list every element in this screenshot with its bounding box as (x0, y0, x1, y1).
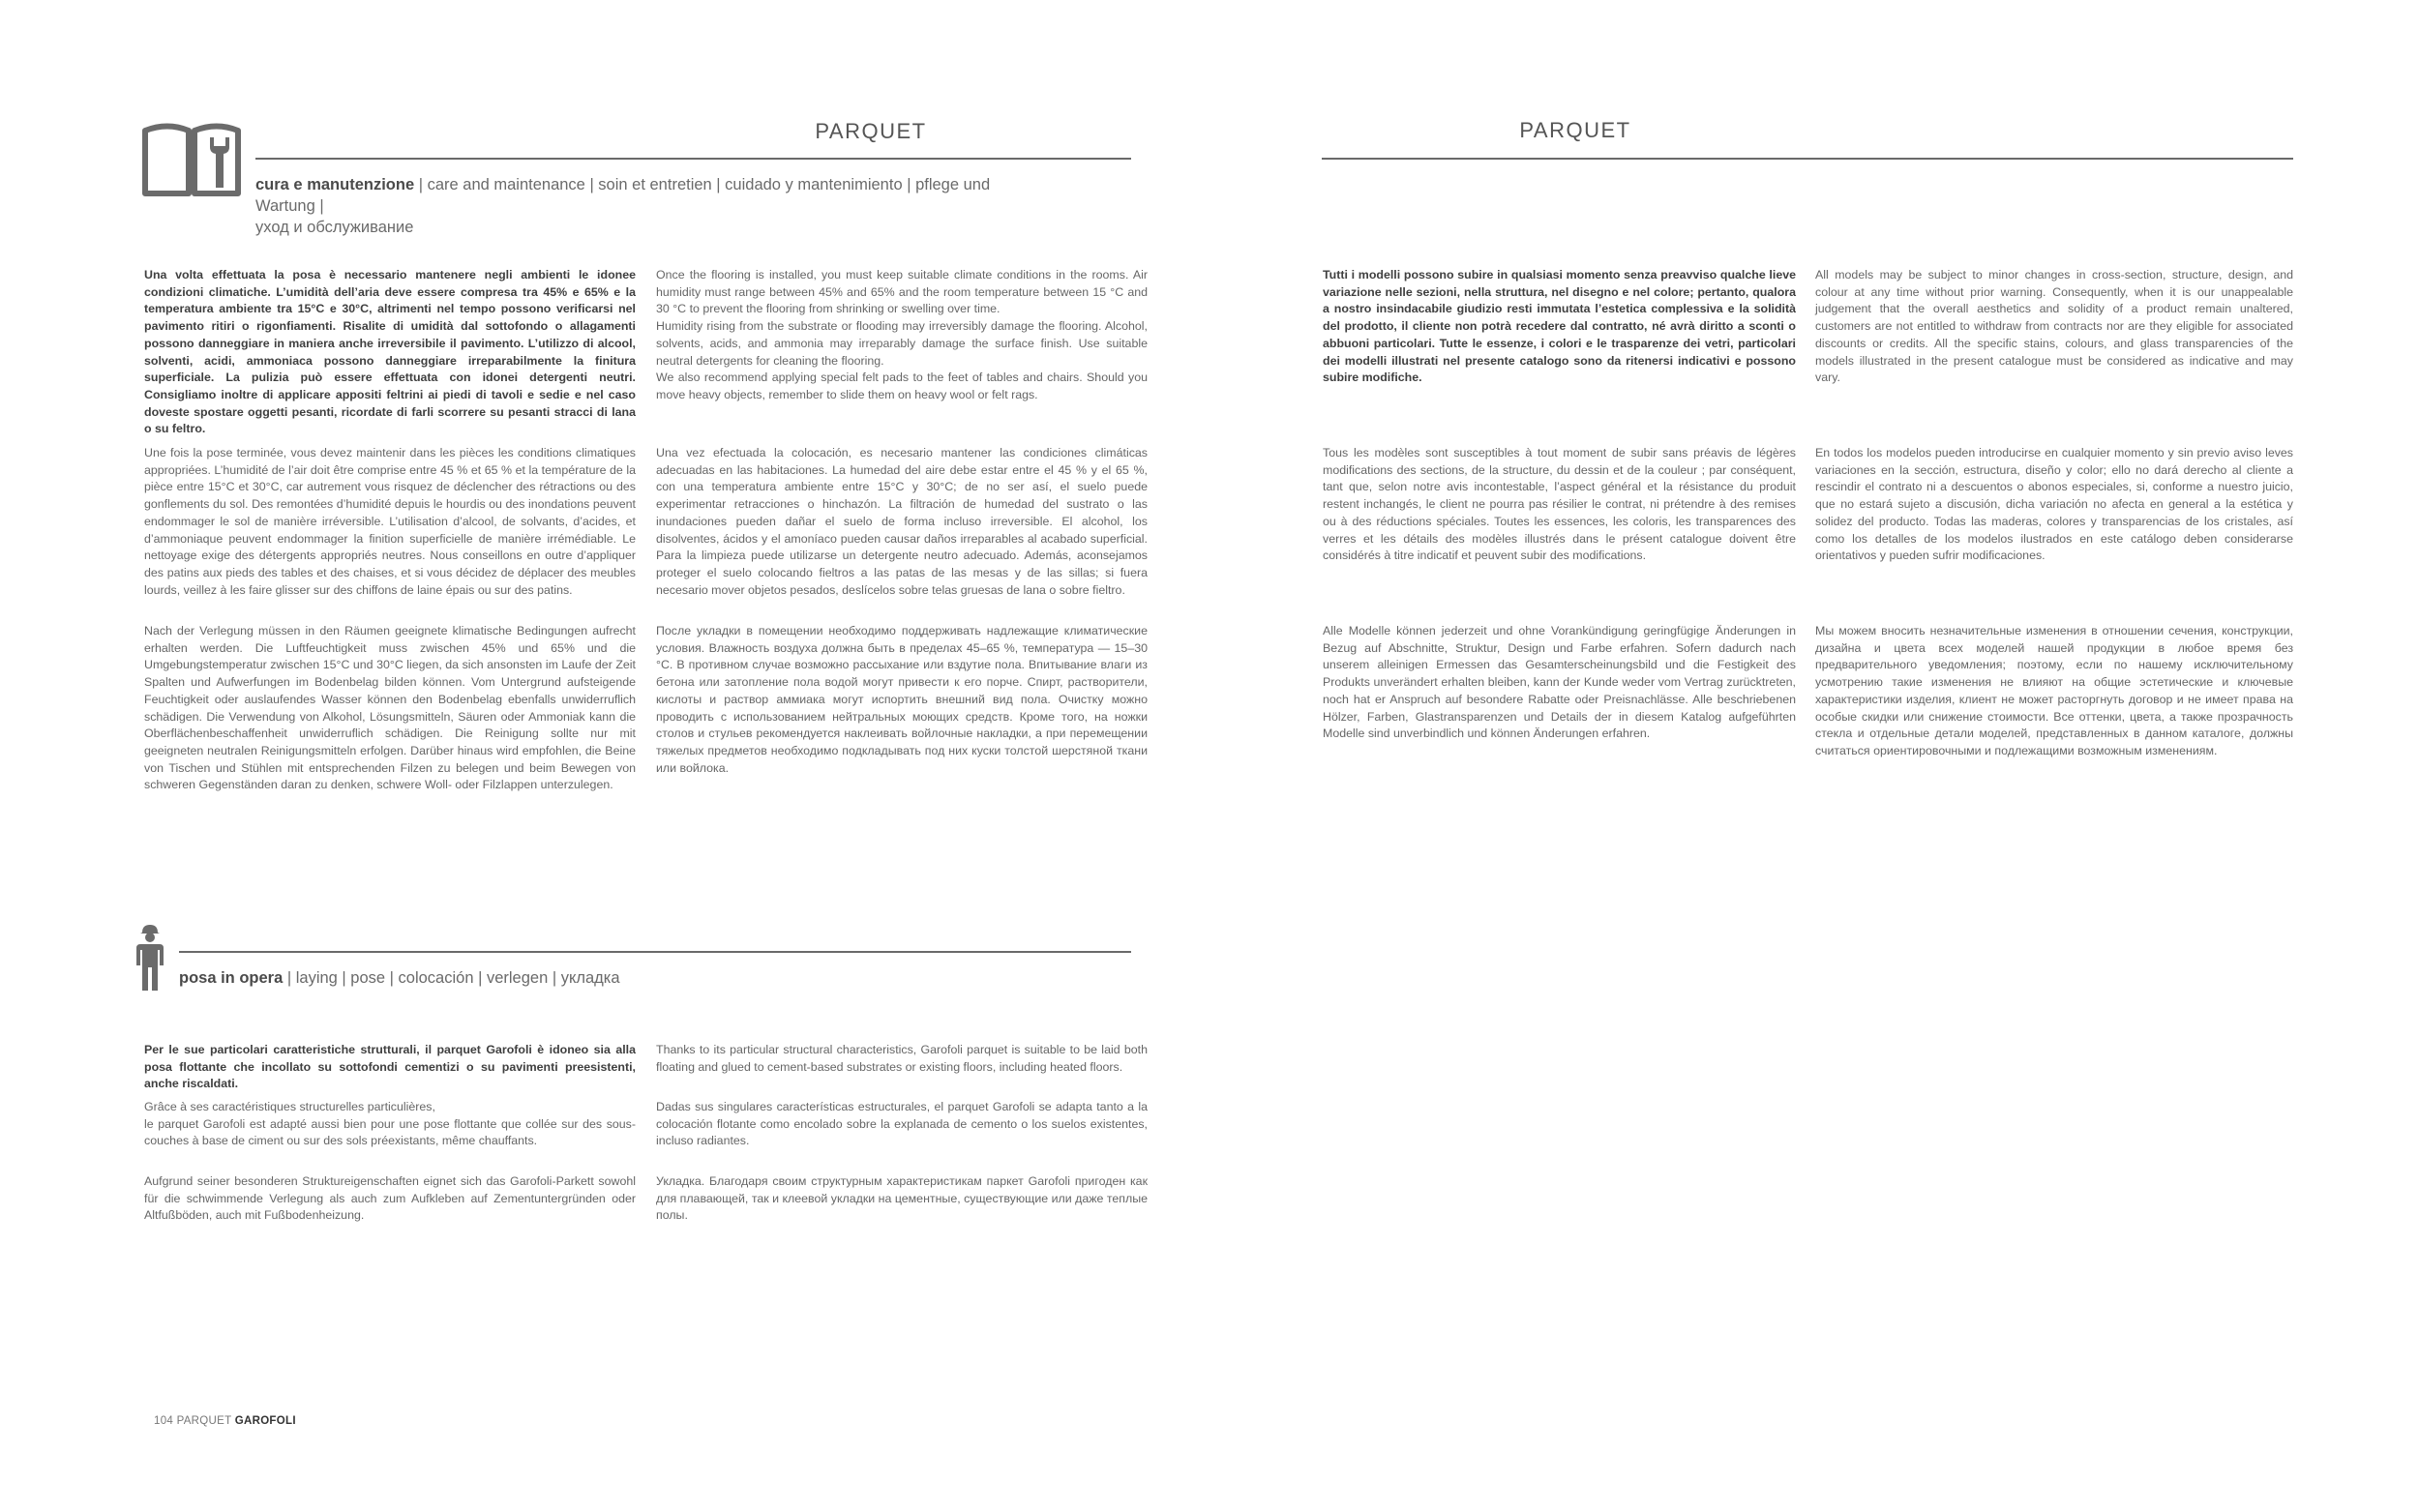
care-paragraph-es: Una vez efectuada la colocación, es necesario mantener las condiciones climáticas adecuadas en las habitaciones. La humedad del aire debe estar entre el 45 % y el 65 %, con una temperatura ambiente entre 15°C y 30°C; de no ser así, el suelo puede experimentar retracciones o hinchazón. La filtración de humedad del sustrato o las inundaciones pueden dañar el suelo de forma incluso irreversible. El alcohol, los disolventes, ácidos y el amoníaco pueden causar daños irreparables al acabado superficial. Para la limpieza puede utilizarse un detergente neutro adecuado. Además, aconsejamos proteger el suelo colocando fieltros a las patas de las mesas y de las sillas; si fuera necesario mover objetos pesados, deslícelos sobre telas gruesas de lana o sobre fieltro. (656, 446, 1148, 597)
laying-paragraph-fr: Grâce à ses caractéristiques structurelles particulières, le parquet Garofoli est adapté aussi bien pour une pose flottante que collée sur des sous-couches à base de ciment ou sur des sols préexistants, même chauffants. (144, 1100, 636, 1148)
care-heading-languages: | care and maintenance | soin et entretien | cuidado y mantenimiento | pflege und Wartung | (255, 176, 991, 215)
laying-heading-bold: posa in opera (179, 969, 284, 987)
right-page-title: PARQUET (1519, 118, 1631, 142)
care-paragraph-de: Nach der Verlegung müssen in den Räumen geeignete klimatische Bedingungen aufrecht erhalten werden. Die Luftfeuchtigkeit muss zwischen 45% und 65% und die Umgebungstemperatur zwischen 15°C und 30°C liegen, da sich ansonsten im Laufe der Zeit Spalten und Aufwerfungen im Bodenbelag bilden können. Vom Untergrund aufsteigende Feuchtigkeit oder auslaufendes Wasser können den Bodenbelag ebenfalls unwiderruflich schädigen. Die Verwendung von Alkohol, Lösungsmitteln, Säuren oder Ammoniak kann die Oberflächenbeschaffenheit unwiderruflich schädigen. Die Reinigung sollte nur mit geeigneten neutralen Reinigungsmitteln erfolgen. Darüber hinaus wird empfohlen, die Beine von Tischen und Stühlen mit entsprechenden Filzen zu belegen und beim Bewegen von schweren Gegenständen daran zu denken, schwere Woll- oder Filzlappen unterzulegen. (144, 624, 636, 792)
care-heading-bold: cura e manutenzione (255, 176, 415, 193)
disclaimer-paragraph-it: Tutti i modelli possono subire in qualsiasi momento senza preavviso qualche lieve variazione nelle sezioni, nella struttura, nel disegno e nel colore; pertanto, qualora a nostro insindacabile giudizio resti immutata l’estetica complessiva e la solidità del prodotto, il cliente non potrà recedere dal contratto, né avrà diritto a sconti o abbuoni particolari. Tutte le essenze, i colori e le trasparenze dei vetri, particolari dei modelli illustrati nel presente catalogo sono da ritenersi indicativi e possono subire modifiche. (1323, 268, 1796, 385)
worker-icon (134, 923, 165, 993)
care-heading (255, 174, 1030, 238)
right-title-rule (1322, 158, 2293, 160)
laying-rule (179, 951, 1131, 953)
care-paragraph-en: Once the flooring is installed, you must keep suitable climate conditions in the rooms. Air humidity must range between 45% and 65% and the room temperature between 15 °C and 30 °C to prevent the flooring from shrinking or swelling over time. Humidity rising from the substrate or flooding may irreversibly damage the flooring. Alcohol, solvents, acids, and ammonia may irreparably damage the surface finish. Use suitable neutral detergents for cleaning the flooring. We also recommend applying special felt pads to the feet of tables and chairs. Should you move heavy objects, remember to slide them on heavy wool or felt rags. (656, 268, 1148, 401)
laying-heading (179, 967, 953, 989)
laying-paragraph-ru: Укладка. Благодаря своим структурным характеристикам паркет Garofoli пригоден как для плавающей, так и клеевой укладки на цементные, существующие или даже теплые полы. (656, 1174, 1148, 1223)
laying-heading-languages: | laying | pose | colocación | verlegen | укладка (283, 969, 620, 987)
page-number: 104 (154, 1415, 174, 1427)
laying-paragraph-de: Aufgrund seiner besonderen Struktureigenschaften eignet sich das Garofoli-Parkett sowohl für die schwimmende Verlegung als auch zum Aufkleben auf Zementuntergründen oder Altfußböden, auch mit Fußbodenheizung. (144, 1174, 636, 1223)
laying-paragraph-en: Thanks to its particular structural characteristics, Garofoli parquet is suitable to be laid both floating and glued to cement-based substrates or existing floors, including heated floors. (656, 1043, 1148, 1074)
laying-paragraph-es: Dadas sus singulares características estructurales, el parquet Garofoli se adapta tanto a la colocación flotante como encolado sobre la explanada de cemento o los suelos existentes, incluso radiantes. (656, 1100, 1148, 1148)
left-title-rule (255, 158, 1131, 160)
care-paragraph-ru: После укладки в помещении необходимо поддерживать надлежащие климатические условия. Влажность воздуха должна быть в пределах 45–65 %, температура — 15–30 °С. В противном случае возможно рассыхание или вздутие пола. Впитывание влаги из бетона или затопление пола водой могут привести к его порче. Спирт, растворители, кислоты и раствор аммиака могут испортить внешний вид пола. Очистку можно проводить с использованием нейтральных моющих средств. Кроме того, на ножки столов и стульев рекомендуется наклеивать войлочные накладки, а при перемещении тяжелых предметов необходимо подкладывать под них куски толстой шерстяной ткани или войлока. (656, 624, 1148, 775)
footer-label: PARQUET (176, 1415, 232, 1427)
care-heading-russian: уход и обслуживание (255, 219, 414, 236)
laying-paragraph-it: Per le sue particolari caratteristiche strutturali, il parquet Garofoli è idoneo sia alla posa flottante che incollato su sottofondi cementizi o su pavimenti preesistenti, anche riscaldati. (144, 1043, 636, 1091)
disclaimer-paragraph-de: Alle Modelle können jederzeit und ohne Vorankündigung geringfügige Änderungen in Bezug auf Abschnitte, Struktur, Design und Farbe erfahren. Sofern dadurch nach unserem alleinigen Ermessen das Gesamterscheinungsbild und die Festigkeit des Produkts unverändert erhalten bleiben, kann der Kunde weder vom Vertrag zurücktreten, noch hat er Anspruch auf besondere Rabatte oder Preisnachlässe. Alle beschriebenen Hölzer, Farben, Glastransparenzen und Details der in diesem Katalog aufgeführten Modelle sind unverbindlich und können Änderungen erfahren. (1323, 624, 1796, 741)
care-paragraph-fr: Une fois la pose terminée, vous devez maintenir dans les pièces les conditions climatiques appropriées. L’humidité de l’air doit être comprise entre 45 % et 65 % et la température de la pièce entre 15°C et 30°C, car autrement vous risquez de déclencher des rétractions ou des gonflements du sol. Des remontées d’humidité depuis le hourdis ou des inondations peuvent endommager le sol de manière irréversible. L’utilisation d’alcool, de solvants, d’acides, et d’ammoniaque peuvent endommager la finition superficielle de manière irrémédiable. Le nettoyage exige des détergents appropriés neutres. Nous conseillons en outre d’appliquer des patins aux pieds des tables et des chaises, et si vous décidez de déplacer des meubles lourds, veillez à les faire glisser sur des chiffons de laine épais ou sur des patins. (144, 446, 636, 597)
page-footer (154, 1415, 296, 1427)
disclaimer-paragraph-es: En todos los modelos pueden introducirse en cualquier momento y sin previo aviso leves variaciones en la sección, estructura, diseño y color; ello no dará derecho al cliente a rescindir el contrato ni a descuentos o abonos especiales, si, conforme a nuestro juicio, que no estará sujeto a discusión, dicha variación no afecta en general a la estética y solidez del producto. Todas las maderas, colores y transparencias de los cristales, así como los detalles de los modelos ilustrados en este catálogo deben considerarse orientativos y pueden sufrir modificaciones. (1815, 446, 2293, 563)
book-wrench-icon (140, 118, 243, 197)
disclaimer-paragraph-fr: Tous les modèles sont susceptibles à tout moment de subir sans préavis de légères modifications des sections, de la structure, du dessin et de la couleur ; par conséquent, tant que, selon notre avis incontestable, l’aspect général et la résistance du produit restent inchangés, le client ne pourra pas résilier le contrat, ni prétendre à des remises ou à des réductions spéciales. Toutes les essences, les coloris, les transparences des verres et les détails des modèles illustrés dans le présent catalogue doivent être considérés à titre indicatif et peuvent subir des modifications. (1323, 446, 1796, 563)
left-page-title: PARQUET (815, 119, 927, 143)
footer-brand: GAROFOLI (234, 1415, 296, 1427)
disclaimer-paragraph-ru: Мы можем вносить незначительные изменения в отношении сечения, конструкции, дизайна и цвета всех моделей нашей продукции в любое время без предварительного уведомления; поэтому, если по нашему исключительному усмотрению такие изменения не влияют на общие эстетические и ключевые характеристики изделия, клиент не может расторгнуть договор и не имеет права на особые скидки или снижение стоимости. Все оттенки, цвета, а также прозрачность стекла и отдельные детали моделей, представленных в данном каталоге, должны считаться ориентировочными и подлежащими возможным изменениям. (1815, 624, 2293, 757)
disclaimer-paragraph-en: All models may be subject to minor changes in cross-section, structure, design, and colour at any time without prior warning. Consequently, when it is our unappealable judgement that the overall aesthetics and solidity of a product remain unaltered, customers are not entitled to withdraw from contracts nor are they eligible for associated discounts or credits. All the specific stains, colours, and glass transparencies of the models illustrated in the present catalogue must be considered as indicative and may vary. (1815, 268, 2293, 385)
care-paragraph-it: Una volta effettuata la posa è necessario mantenere negli ambienti le idonee condizioni climatiche. L’umidità dell’aria deve essere compresa tra 45% e 65% e la temperatura ambiente tra 15°C e 30°C, altrimenti nel tempo possono verificarsi nel pavimento ritiri o rigonfiamenti. Risalite di umidità dal sottofondo o allagamenti possono danneggiare in maniera anche irreversibile il pavimento. L’utilizzo di alcool, solventi, acidi, ammoniaca possono danneggiare irreparabilmente la finitura superficiale. La pulizia può essere effettuata con idonei detergenti neutri. Consigliamo inoltre di applicare appositi feltrini ai piedi di tavoli e sedie e nel caso doveste spostare oggetti pesanti, ricordate di farli scorrere su pesanti stracci di lana o su feltro. (144, 268, 636, 436)
